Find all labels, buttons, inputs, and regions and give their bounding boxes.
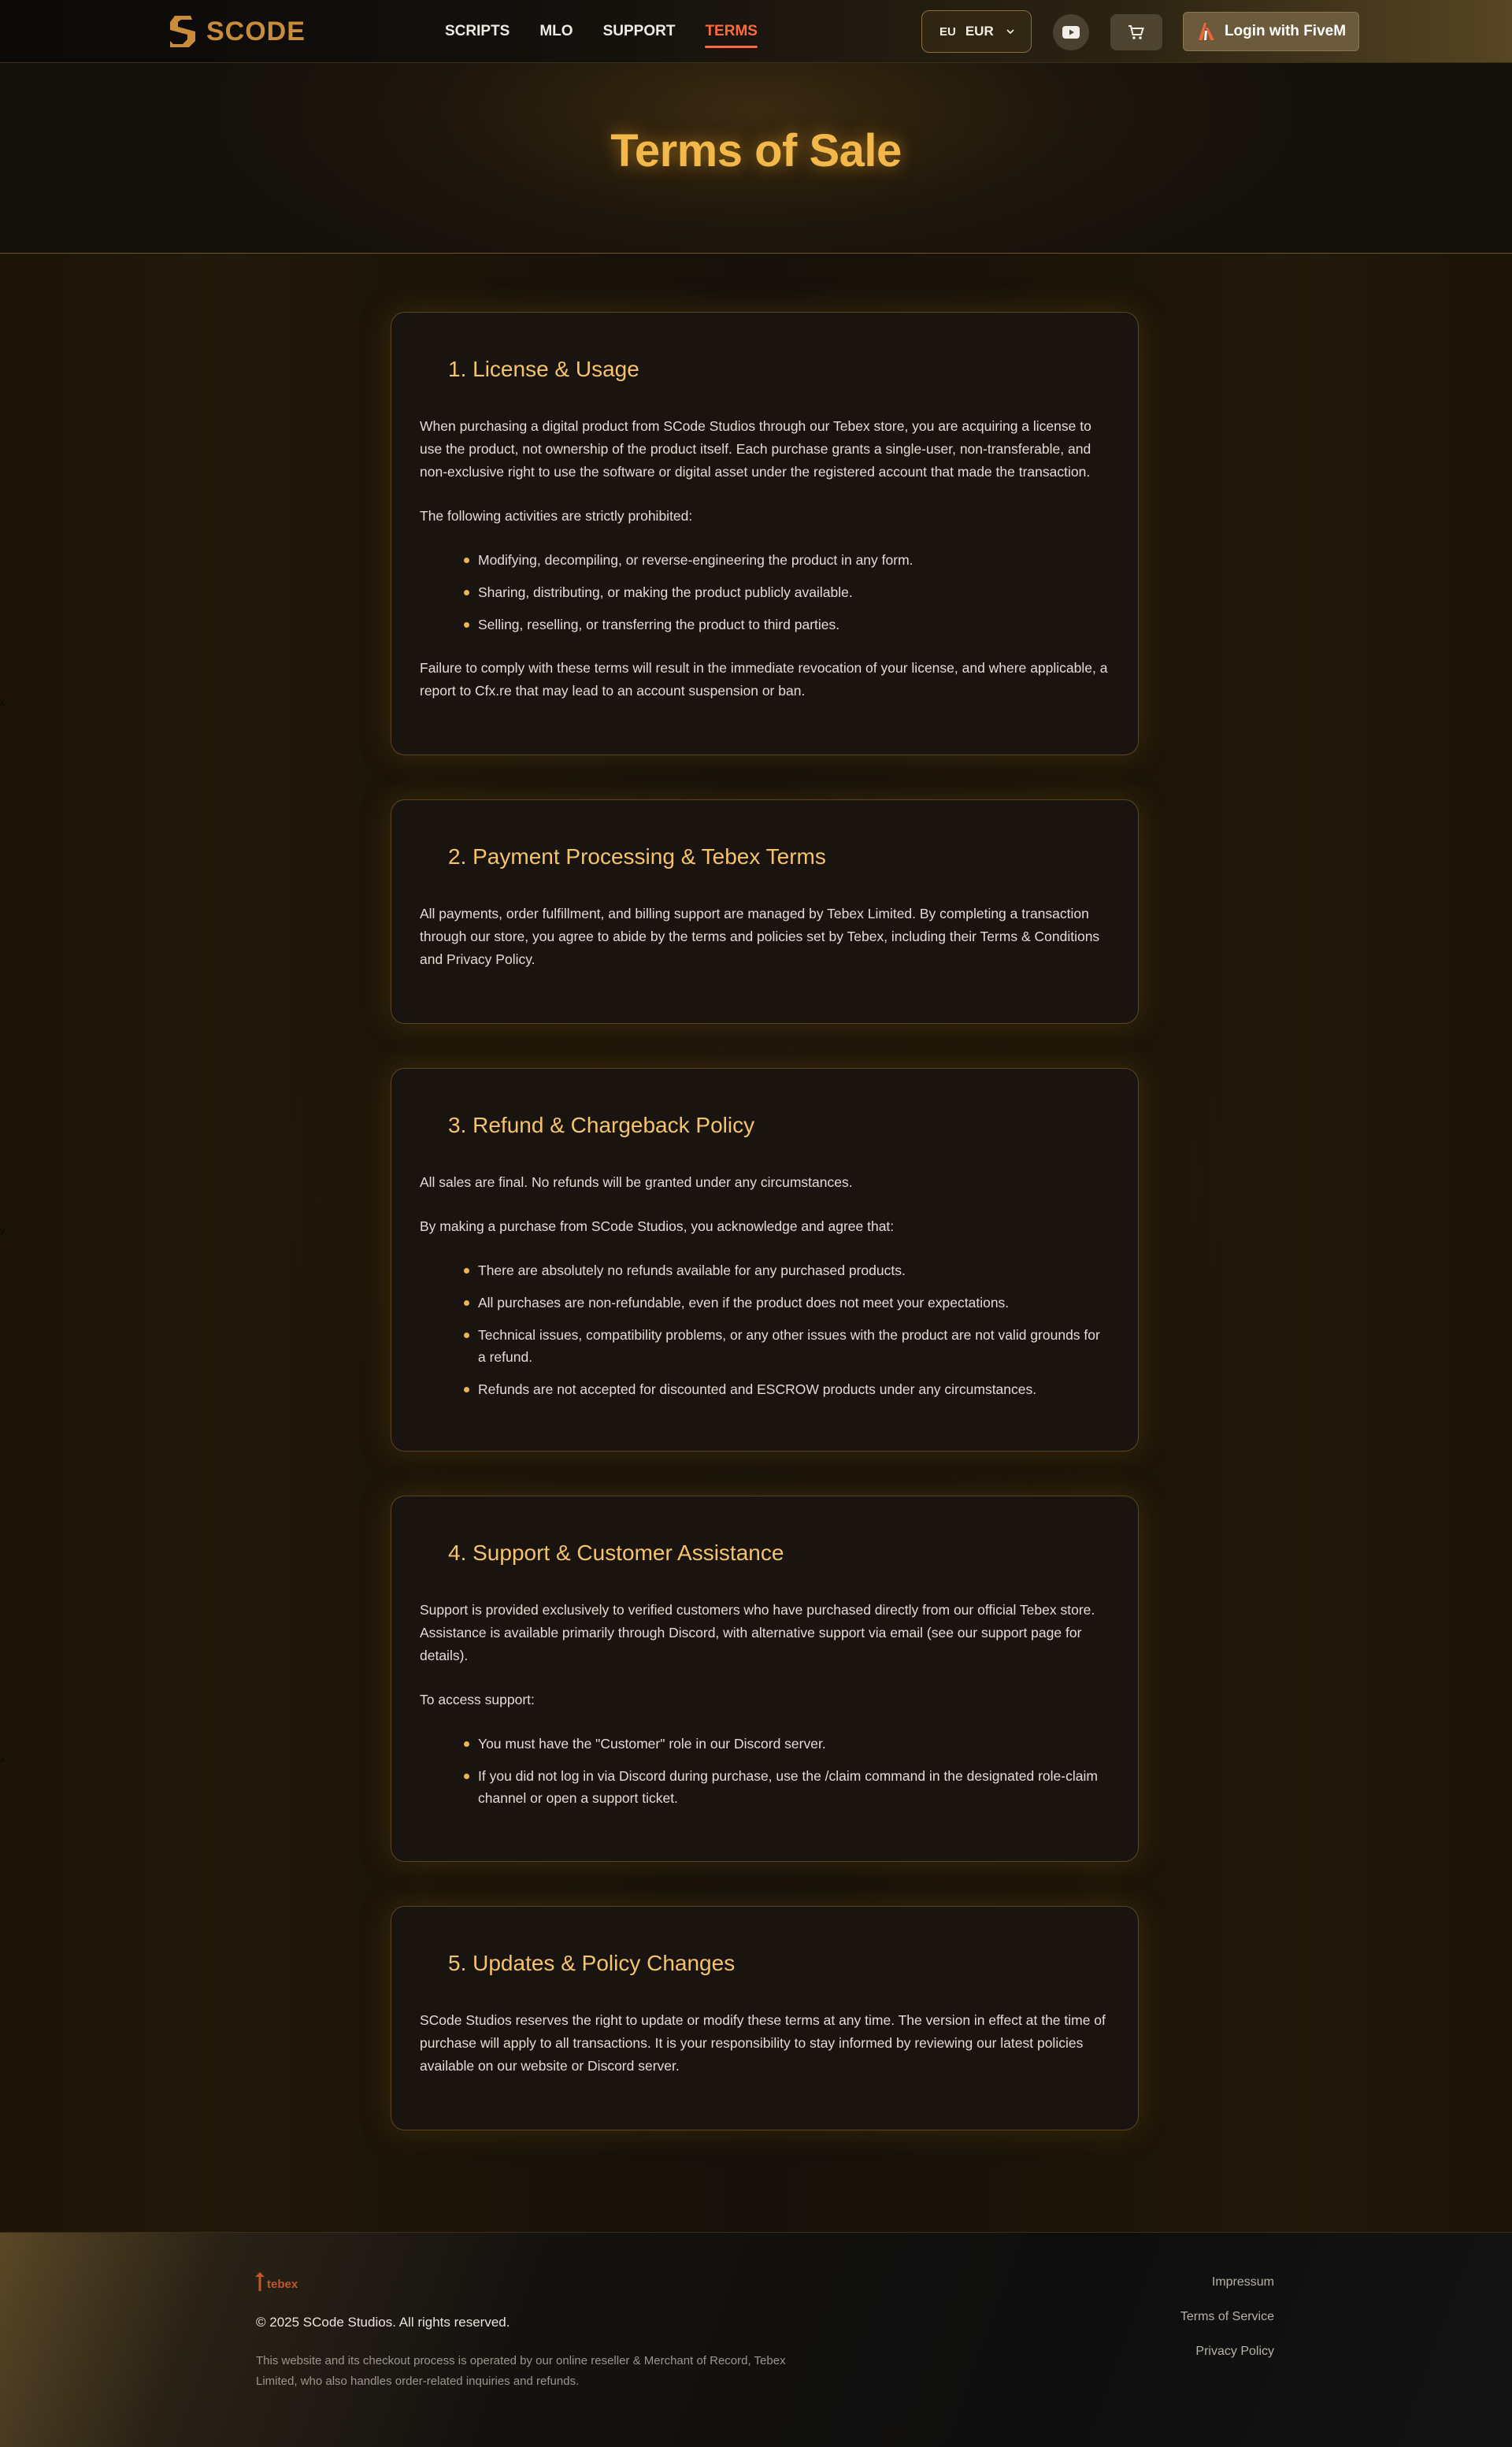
tebex-icon [255, 2272, 265, 2291]
nav-scripts[interactable]: SCRIPTS [445, 23, 510, 39]
list-item: If you did not log in via Discord during purchase, use the /claim command in the designated role-claim channel or open a support ticket. [464, 1765, 1110, 1809]
section-title: 3. Refund & Chargeback Policy [448, 1113, 755, 1137]
page-title: Terms of Sale [610, 125, 902, 176]
section-title: 5. Updates & Policy Changes [448, 1951, 736, 1975]
copyright-text: © 2025 SCode Studios. All rights reserved. [256, 2315, 510, 2330]
section-title: 4. Support & Customer Assistance [448, 1540, 784, 1565]
youtube-icon [1062, 26, 1080, 39]
nav-mlo[interactable]: MLO [539, 23, 573, 39]
side-mark: y [0, 1225, 5, 1236]
tebex-logo[interactable] [255, 2272, 298, 2291]
section-paragraph: All payments, order fulfillment, and billing support are managed by Tebex Limited. By completing a transaction through our store, you agree to abide by the terms and policies set by Tebex, including their Terms & Conditions and Privacy Policy. [420, 906, 1100, 967]
list-item: Technical issues, compatibility problems, or any other issues with the product are not valid grounds for a refund. [464, 1324, 1110, 1368]
section-refund-policy [391, 1068, 1139, 1452]
footer-link-terms[interactable]: Terms of Service [1180, 2310, 1274, 2323]
cart-icon [1128, 24, 1145, 40]
section-title: 1. License & Usage [448, 357, 639, 381]
footer [0, 2232, 1512, 2447]
list-item: Modifying, decompiling, or reverse-engineering the product in any form. [464, 549, 1110, 571]
logo[interactable] [167, 13, 306, 50]
scode-logo-icon [167, 13, 198, 50]
prohibited-list [464, 549, 1110, 636]
currency-code: EUR [965, 24, 994, 39]
merchant-disclaimer: This website and its checkout process is operated by our online reseller & Merchant of Record, Tebex Limited, who also handles order-related inquiries and refunds. [256, 2354, 786, 2388]
youtube-button[interactable] [1053, 14, 1089, 50]
list-item: Sharing, distributing, or making the product publicly available. [464, 581, 1110, 603]
hero-banner [0, 63, 1512, 254]
fivem-icon [1196, 21, 1217, 42]
section-support-assistance [391, 1496, 1139, 1862]
footer-links [1180, 2275, 1274, 2379]
login-label: Login with FiveM [1224, 23, 1347, 39]
section-paragraph: All sales are final. No refunds will be granted under any circumstances. [420, 1174, 853, 1190]
section-license-usage [391, 312, 1139, 755]
side-mark: x [0, 697, 5, 708]
section-paragraph: When purchasing a digital product from SCode Studios through our Tebex store, you are acquiring a license to use the product, not ownership of the product itself. Each purchase grants a single-user, non-transferable, and non-exclusive right to use the software or digital asset under the registered account that made the transaction. [420, 418, 1091, 480]
main-nav [445, 0, 788, 63]
login-fivem-button[interactable] [1183, 12, 1359, 51]
list-item: All purchases are non-refundable, even if the product does not meet your expectations. [464, 1292, 1110, 1314]
currency-selector[interactable] [921, 10, 1032, 53]
nav-terms[interactable]: TERMS [705, 18, 758, 45]
footer-link-privacy[interactable]: Privacy Policy [1195, 2345, 1274, 2358]
section-paragraph: SCode Studios reserves the right to update or modify these terms at any time. The version in effect at the time of purchase will apply to all transactions. It is your responsibility to stay informed by reviewing our latest policies available on our website or Discord server. [420, 2012, 1106, 2074]
chevron-down-icon [1006, 28, 1014, 35]
section-paragraph: To access support: [420, 1692, 535, 1707]
section-paragraph: By making a purchase from SCode Studios, you acknowledge and agree that: [420, 1218, 895, 1234]
section-paragraph: Failure to comply with these terms will result in the immediate revocation of your license, and where applicable, a report to Cfx.re that may lead to an account suspension or ban. [420, 660, 1108, 699]
side-mark: x [0, 1754, 5, 1765]
list-item: Refunds are not accepted for discounted and ESCROW products under any circumstances. [464, 1378, 1110, 1400]
eu-flag-label: EU [939, 24, 956, 39]
list-item: There are absolutely no refunds available for any purchased products. [464, 1259, 1110, 1281]
list-item: You must have the "Customer" role in our Discord server. [464, 1733, 1110, 1755]
cart-button[interactable] [1110, 14, 1162, 50]
nav-support[interactable]: SUPPORT [602, 23, 676, 39]
section-paragraph: The following activities are strictly prohibited: [420, 508, 693, 524]
section-paragraph: Support is provided exclusively to verified customers who have purchased directly from our official Tebex store. Assistance is available primarily through Discord, with alternative support via email (see our support page for details). [420, 1602, 1095, 1663]
tebex-wordmark: tebex [267, 2278, 298, 2291]
refund-list [464, 1259, 1110, 1400]
logo-text: SCODE [206, 16, 306, 46]
top-navbar [0, 0, 1512, 63]
footer-link-impressum[interactable]: Impressum [1211, 2275, 1274, 2289]
list-item: Selling, reselling, or transferring the product to third parties. [464, 614, 1110, 636]
section-updates-policy [391, 1906, 1139, 2130]
section-payment-processing [391, 799, 1139, 1024]
support-list [464, 1733, 1110, 1809]
section-title: 2. Payment Processing & Tebex Terms [448, 844, 826, 869]
